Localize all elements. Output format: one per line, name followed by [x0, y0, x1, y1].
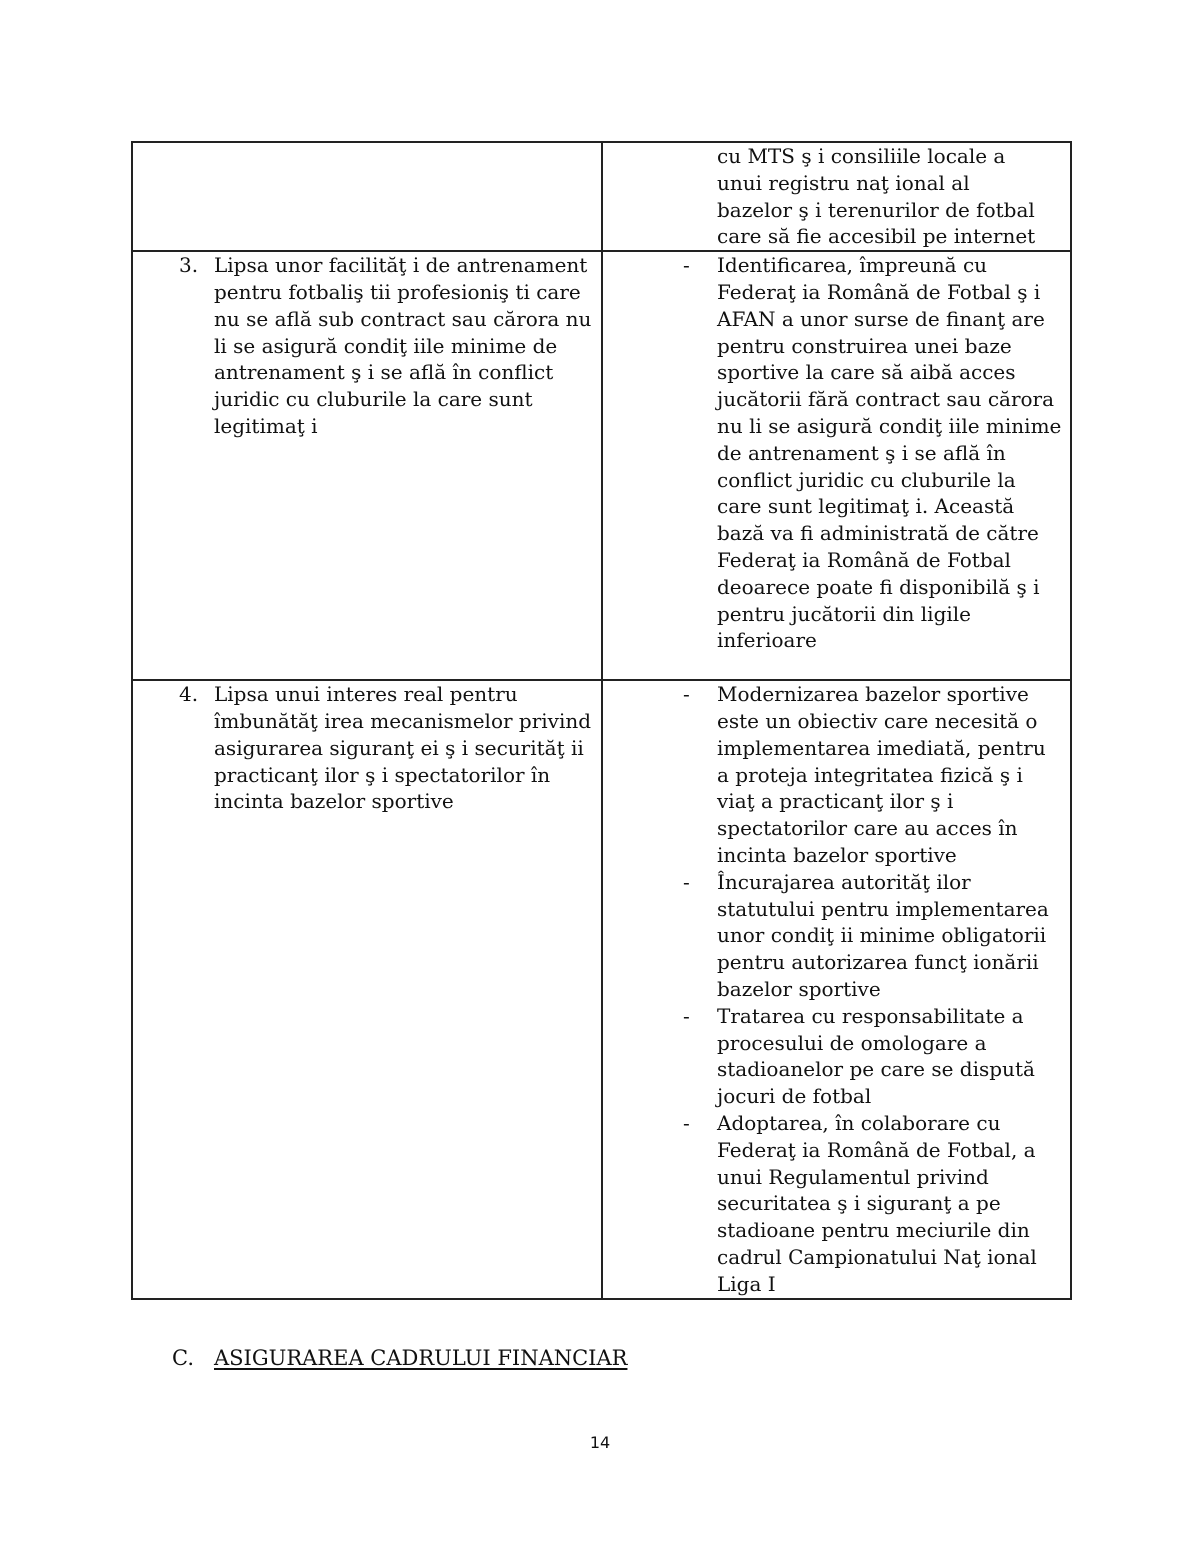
- bullet-dash: -: [683, 1003, 690, 1028]
- issue-item: [179, 252, 593, 440]
- list-item: [603, 681, 1062, 869]
- measure-text: Identificarea, împreună cu Federaţ ia Română de Fotbal ş i AFAN a unor surse de finanţ are pentru construirea unei baze sportive la care să aibă acces jucătorii fără contract sau cărora nu li se asigură condiţ iile minime de antrenament ş i se află în conflict juridic cu cluburile la care sunt legitimaţ i. Această bază va fi administrată de către Federaţ ia Română de Fotbal deoarece poate fi disponibilă ş i pentru jucătorii din ligile inferioare: [717, 253, 1062, 653]
- list-item: [603, 1110, 1062, 1298]
- issue-text: Lipsa unor facilităţ i de antrenament pentru fotbaliş tii profesioniş ti care nu se află sub contract sau cărora nu li se asigură condiţ iile minime de antrenament ş i se află în conflict juridic cu cluburile la care sunt legitimaţ i: [214, 253, 592, 438]
- page-number: 14: [589, 1433, 611, 1452]
- table-row: [132, 251, 1071, 680]
- issue-number: 3.: [179, 253, 199, 278]
- continued-text: [603, 143, 1062, 250]
- table-row: [132, 680, 1071, 1298]
- section-title: ASIGURAREA CADRULUI FINANCIAR: [214, 1346, 628, 1370]
- text-line: unui registru naţ ional al: [717, 170, 970, 195]
- issue-cell: [132, 251, 602, 680]
- table-row: [132, 142, 1071, 251]
- issue-number: 4.: [179, 682, 199, 707]
- section-letter: C.: [172, 1346, 194, 1370]
- section-heading: [172, 1343, 627, 1373]
- measure-text: Tratarea cu responsabilitate a procesului de omologare a stadioanelor pe care se dispută jocuri de fotbal: [717, 1003, 1035, 1109]
- text-line: cu MTS ş i consiliile locale a: [717, 144, 1006, 168]
- measures-cell: [602, 251, 1071, 680]
- bullet-dash: -: [683, 253, 690, 278]
- bullet-dash: -: [683, 869, 690, 894]
- list-item: [603, 252, 1062, 654]
- issue-cell: [132, 142, 602, 251]
- issue-item: [179, 681, 593, 815]
- measure-text: Încurajarea autorităţ ilor statutului pentru implementarea unor condiţ ii minime obligatorii pentru autorizarea funcţ ionării bazelor sportive: [717, 869, 1049, 1001]
- measures-table: [131, 141, 1072, 1300]
- text-line: bazelor ş i terenurilor de fotbal: [717, 197, 1035, 222]
- measures-cell: [602, 680, 1071, 1298]
- measures-list: [603, 681, 1062, 1297]
- bullet-dash: -: [683, 1110, 690, 1135]
- issue-text: Lipsa unui interes real pentru îmbunătăţ irea mecanismelor privind asigurarea siguranţ ei ş i securităţ ii practicanţ ilor ş i spectatorilor în incinta bazelor sportive: [214, 682, 592, 814]
- measure-text: Modernizarea bazelor sportive este un obiectiv care necesită o implementarea imediată, pentru a proteja integritatea fizică ş i viaţ a practicanţ ilor ş i spectatorilor care au acces în incinta bazelor sportive: [717, 682, 1046, 867]
- issue-cell: [132, 680, 602, 1298]
- measures-list: [603, 252, 1062, 654]
- list-item: [603, 1003, 1062, 1110]
- bullet-dash: -: [683, 682, 690, 707]
- measure-text: Adoptarea, în colaborare cu Federaţ ia Română de Fotbal, a unui Regulamentul privind securitatea ş i siguranţ a pe stadioane pentru meciurile din cadrul Campionatului Naţ ional Liga I: [717, 1110, 1037, 1296]
- text-line: care să fie accesibil pe internet: [717, 224, 1036, 249]
- list-item: [603, 869, 1062, 1003]
- measures-cell: [602, 142, 1071, 251]
